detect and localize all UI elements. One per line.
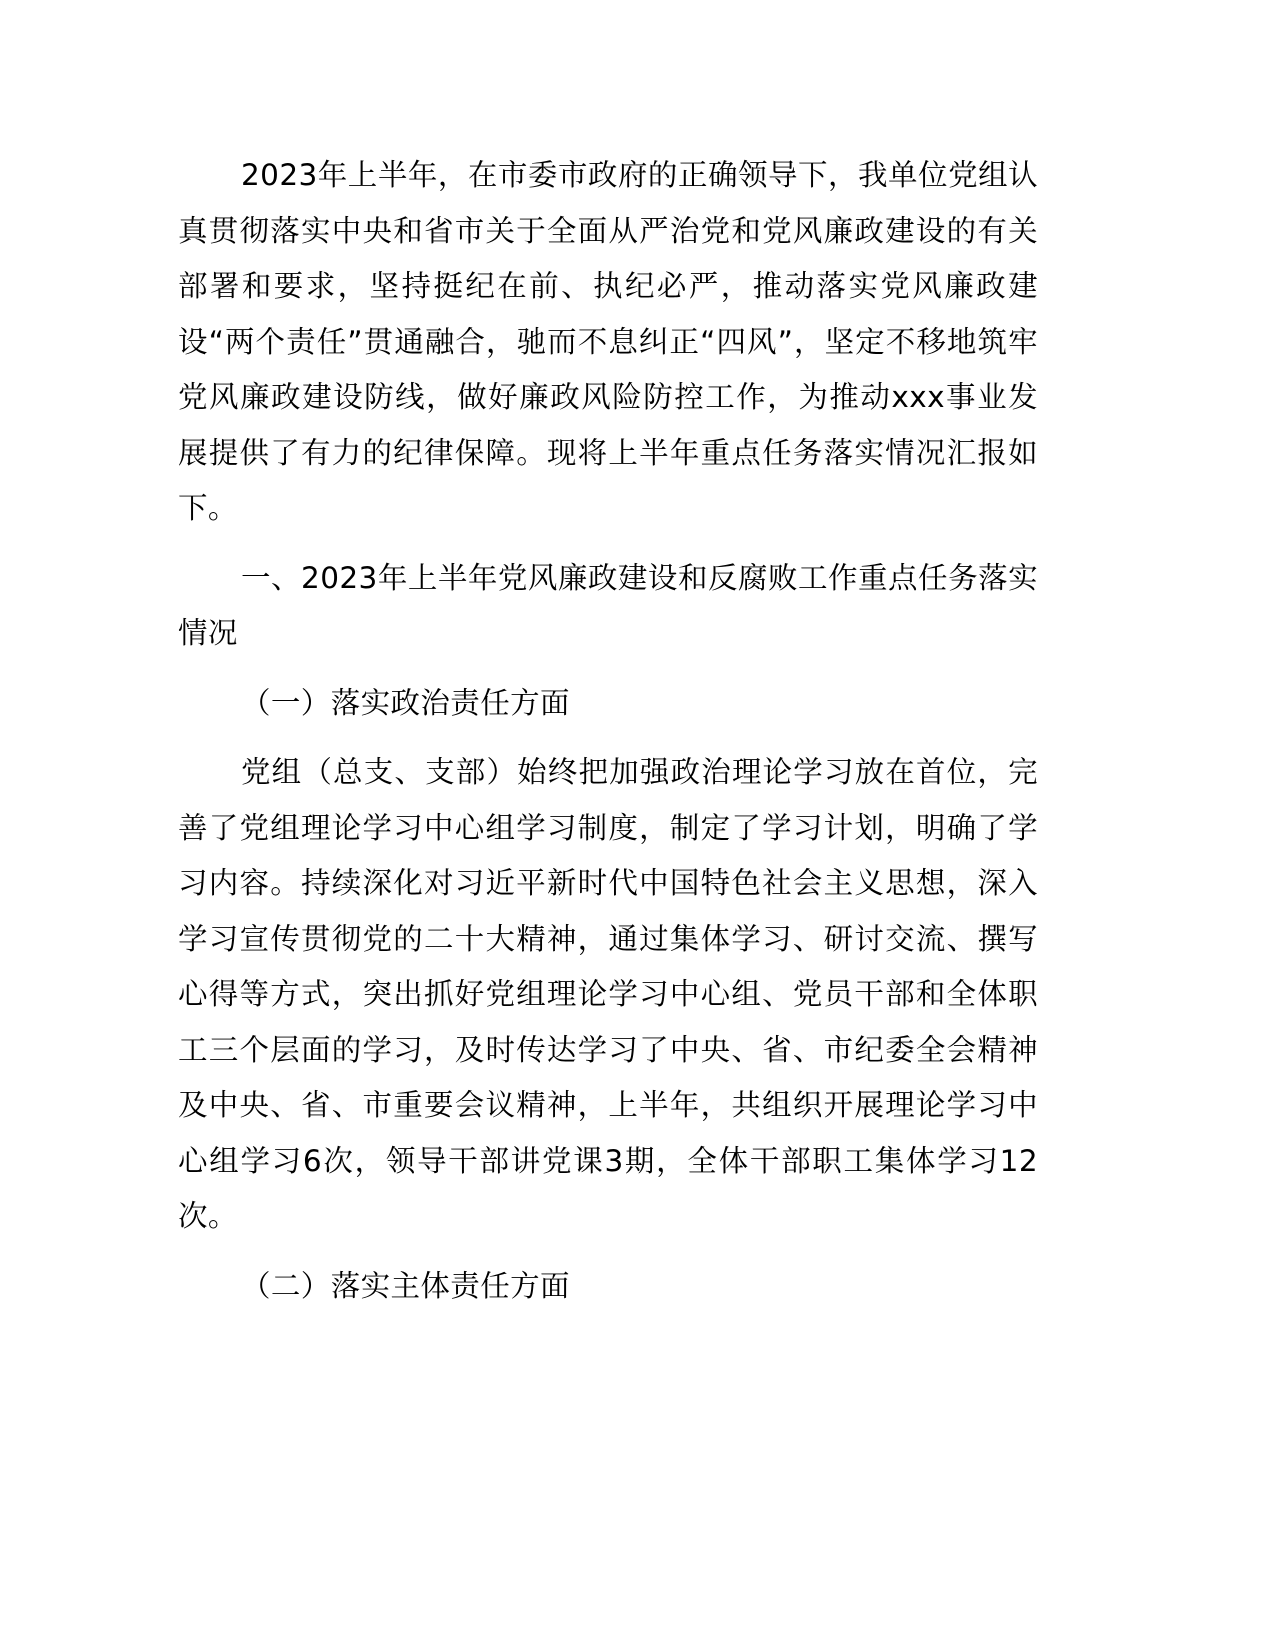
political-responsibility-paragraph: 党组（总支、支部）始终把加强政治理论学习放在首位，完善了党组理论学习中心组学习制度，制定了学习计划，明确了学习内容。持续深化对习近平新时代中国特色社会主义思想，深入学习宣传贯彻党的二十大精神，通过集体学习、研讨交流、撰写心得等方式，突出抓好党组理论学习中心组、党员干部和全体职工三个层面的学习，及时传达学习了中央、省、市纪委全会精神及中央、省、市重要会议精神，上半年，共组织开展理论学习中心组学习6次，领导干部讲党课3期，全体干部职工集体学习12次。 (178, 755, 1038, 1233)
intro-paragraph: 2023年上半年，在市委市政府的正确领导下，我单位党组认真贯彻落实中央和省市关于全面从严治党和党风廉政建设的有关部署和要求，坚持挺纪在前、执纪必严，推动落实党风廉政建设“两个责任”贯通融合，驰而不息纠正“四风”，坚定不移地筑牢党风廉政建设防线，做好廉政风险防控工作，为推动xxx事业发展提供了有力的纪律保障。现将上半年重点任务落实情况汇报如下。 (178, 158, 1038, 525)
subsection-heading-political-responsibility: （一）落实政治责任方面 (241, 685, 570, 720)
document-page (178, 148, 1038, 1314)
subsection-heading-main-responsibility: （二）落实主体责任方面 (241, 1268, 570, 1303)
section-heading-1: 一、2023年上半年党风廉政建设和反腐败工作重点任务落实情况 (178, 560, 1038, 650)
